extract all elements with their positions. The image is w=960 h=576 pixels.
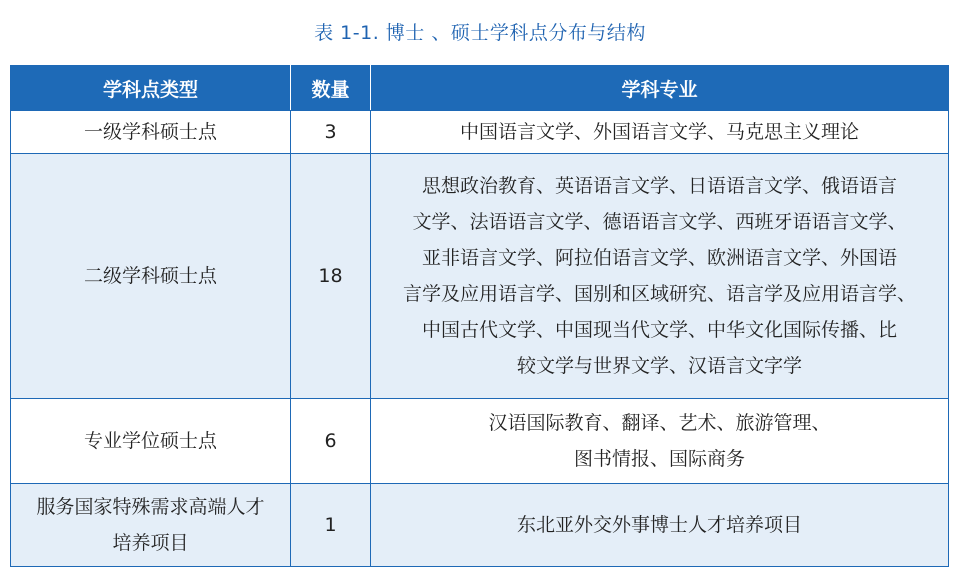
table-header-row	[11, 66, 949, 111]
row-count-cell: 18	[291, 154, 371, 399]
majors-line: 中国语言文学、外国语言文学、马克思主义理论	[459, 121, 859, 143]
majors-line: 思想政治教育、英语语言文学、日语语言文学、俄语语言	[421, 175, 897, 197]
type-line: 培养项目	[112, 532, 189, 554]
row-majors-cell	[371, 399, 949, 484]
majors-line: 亚非语言文学、阿拉伯语言文学、欧洲语言文学、外国语	[421, 247, 897, 269]
row-count-cell: 6	[291, 399, 371, 484]
type-line: 服务国家特殊需求高端人才	[36, 496, 265, 518]
table-row	[11, 111, 949, 154]
row-type-cell: 二级学科硕士点	[11, 154, 291, 399]
header-majors: 学科专业	[371, 66, 949, 111]
header-type: 学科点类型	[11, 66, 291, 111]
row-majors-cell	[371, 154, 949, 399]
row-type-cell: 专业学位硕士点	[11, 399, 291, 484]
header-count: 数量	[291, 66, 371, 111]
row-count-cell: 3	[291, 111, 371, 154]
table-row	[11, 399, 949, 484]
majors-line: 东北亚外交外事博士人才培养项目	[516, 514, 802, 536]
row-majors-cell	[371, 484, 949, 567]
majors-line: 中国古代文学、中国现当代文学、中华文化国际传播、比	[421, 319, 897, 341]
majors-line: 汉语国际教育、翻译、艺术、旅游管理、	[488, 412, 831, 434]
row-count-cell: 1	[291, 484, 371, 567]
table-caption: 表 1-1. 博士 、硕士学科点分布与结构	[314, 22, 646, 44]
majors-line: 较文学与世界文学、汉语言文字学	[516, 355, 802, 377]
row-type-cell	[11, 484, 291, 567]
discipline-table	[10, 65, 949, 567]
table-row	[11, 154, 949, 399]
majors-line: 文学、法语语言文学、德语语言文学、西班牙语语言文学、	[412, 211, 907, 233]
table-row	[11, 484, 949, 567]
majors-line: 言学及应用语言学、国别和区域研究、语言学及应用语言学、	[402, 283, 916, 305]
row-majors-cell	[371, 111, 949, 154]
majors-line: 图书情报、国际商务	[573, 448, 745, 470]
row-type-cell: 一级学科硕士点	[11, 111, 291, 154]
